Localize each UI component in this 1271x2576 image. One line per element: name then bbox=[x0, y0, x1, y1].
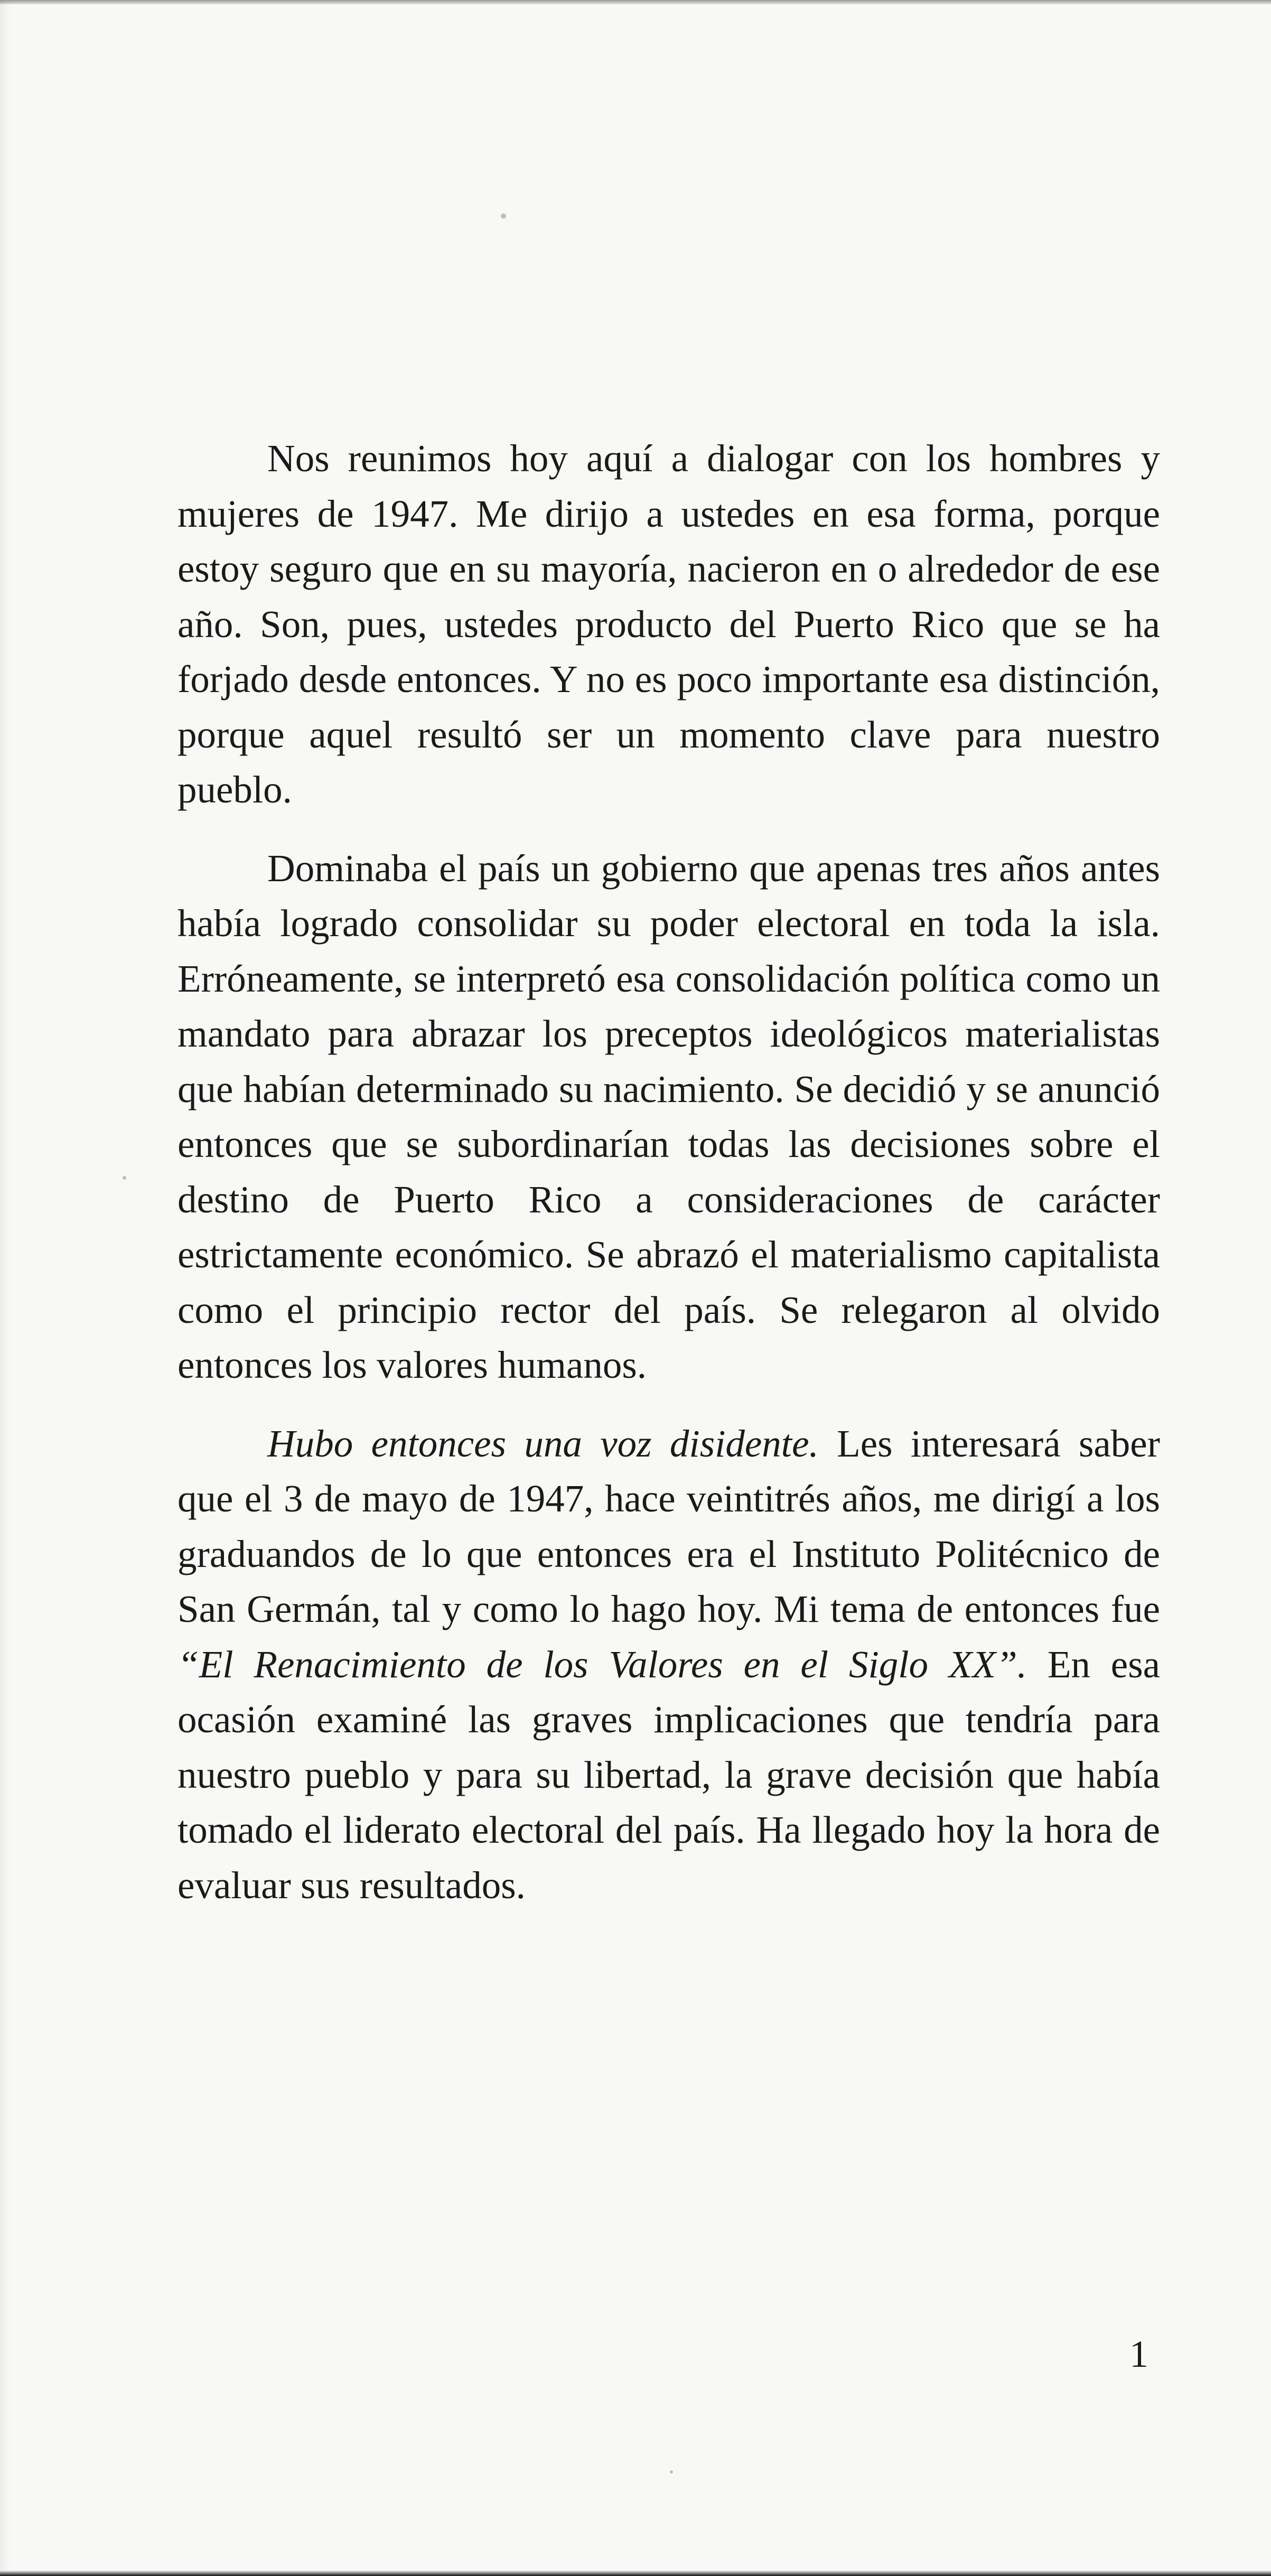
paragraph-1-text: Nos reunimos hoy aquí a dialogar con los hombres y mujeres de 1947. Me dirijo a ustedes en esa forma, porque estoy seguro que en su mayoría, nacieron en o alrededor de ese año. Son, pues, ustedes producto del Puerto Rico que se ha forjado desde entonces. Y no es poco importante esa distinción, porque aquel resultó ser un momento clave para nuestro pueblo. bbox=[177, 437, 1160, 811]
page-top-edge bbox=[0, 0, 1271, 4]
paragraph-3 bbox=[177, 1416, 1160, 1914]
paragraph-2 bbox=[177, 841, 1160, 1393]
page-bottom-edge bbox=[0, 2571, 1271, 2576]
page-number: 1 bbox=[1129, 2333, 1148, 2375]
paragraph-3-text-part-1: Les interesará saber que el 3 de mayo de 1947, hace veintitrés años, me dirigí a los graduandos de lo que entonces era el Instituto Politécnico de San Germán, tal y como lo hago hoy. Mi tema de entonces fue bbox=[177, 1422, 1161, 1630]
scan-speck bbox=[501, 213, 506, 219]
scan-speck bbox=[123, 1176, 126, 1180]
paragraph-3-text-part-2: En esa ocasión examiné las graves implicaciones que tendría para nuestro pueblo y para su libertad, la grave decisión que había tomado el liderato electoral del país. Ha llegado hoy la hora de evaluar sus resultados. bbox=[177, 1642, 1161, 1907]
dissident-voice-phrase: Hubo entonces una voz disidente. bbox=[267, 1422, 819, 1465]
paragraph-2-text: Dominaba el país un gobierno que apenas tres años antes había logrado consolidar su poder electoral en toda la isla. Erróneamente, se interpretó esa consolidación política como un mandato para abrazar los preceptos ideológicos materialistas que habían determinado su nacimiento. Se decidió y se anunció entonces que se subordinarían todas las decisiones sobre el destino de Puerto Rico a consideraciones de carácter estrictamente económico. Se abrazó el materialismo capitalista como el principio rector del país. Se relegaron al olvido entonces los valores humanos. bbox=[177, 846, 1160, 1386]
scan-speck bbox=[670, 2470, 673, 2474]
body-text bbox=[177, 431, 1160, 1913]
page-left-shadow bbox=[0, 0, 11, 2576]
paragraph-1 bbox=[177, 431, 1160, 818]
speech-title: “El Renacimiento de los Valores en el Siglo XX”. bbox=[177, 1642, 1027, 1686]
